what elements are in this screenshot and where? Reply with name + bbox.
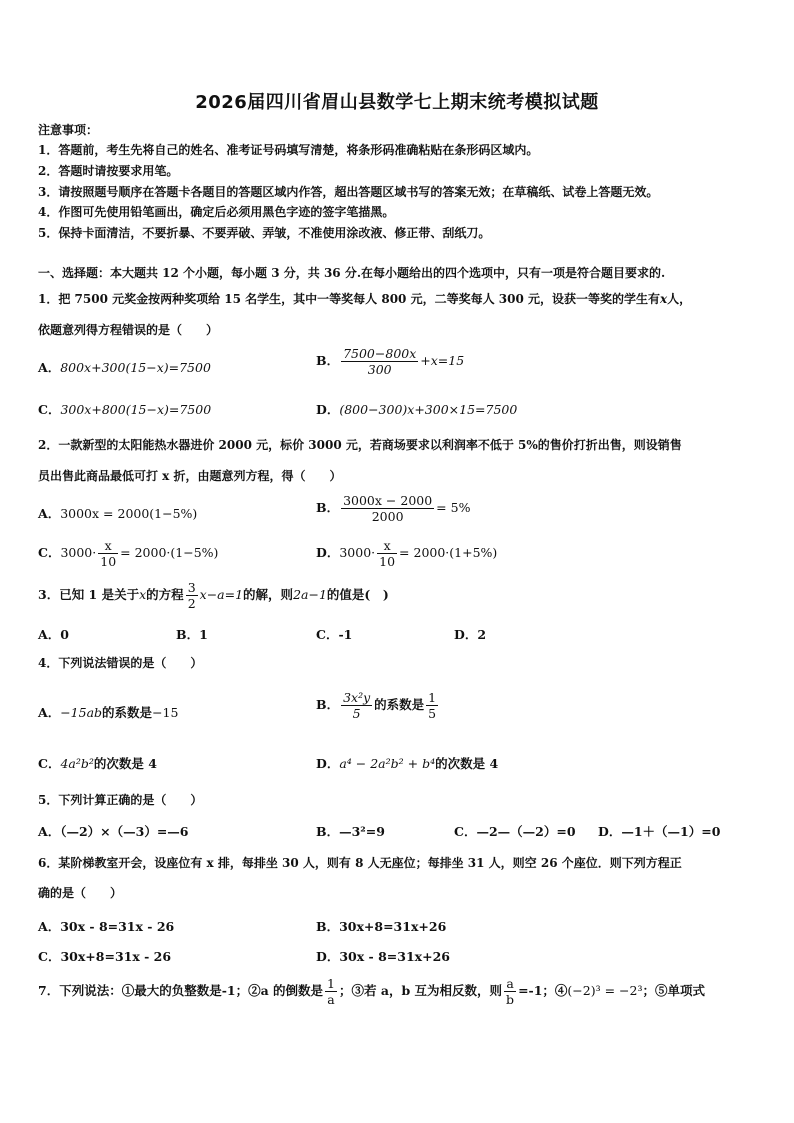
option-text: 的系数是 xyxy=(102,705,153,720)
q5-option-b[interactable]: B．—3²=9 xyxy=(316,824,385,839)
q3-text: 的值是( ) xyxy=(326,587,389,602)
q1-stem-text: 1．把 7500 元奖金按两种奖项给 15 名学生，其中一等奖每人 800 元，二等奖每人 300 元，设获一等奖的学生有 xyxy=(38,292,660,306)
frac-den: 300 xyxy=(367,362,392,377)
q7-text: ；③若 a，b 互为相反数，则 xyxy=(339,983,503,998)
q1-var: x xyxy=(659,292,668,306)
option-label: B． xyxy=(316,353,340,368)
option-label: A． xyxy=(38,705,61,720)
option-label: A． xyxy=(38,506,61,521)
q3-option-a[interactable]: A．0 xyxy=(38,627,69,642)
q1-stem xyxy=(38,291,758,307)
option-label: A． xyxy=(38,360,61,375)
q3-stem xyxy=(38,580,389,611)
q2-stem-2: 员出售此商品最低可打 x 折，由题意列方程，得（ ） xyxy=(38,469,342,483)
fraction xyxy=(377,538,397,569)
option-text: 的次数是 4 xyxy=(93,756,157,771)
q6-stem-2: 确的是（ ） xyxy=(38,886,123,900)
q3-option-c[interactable]: C．-1 xyxy=(316,627,353,642)
q4-option-a[interactable] xyxy=(38,703,178,721)
q5-option-c[interactable]: C．—2—（—2）=0 xyxy=(454,824,576,839)
q1-option-b[interactable] xyxy=(316,346,464,377)
page-title: 2026届四川省眉山县数学七上期末统考模拟试题 xyxy=(195,92,599,113)
fraction xyxy=(98,538,118,569)
frac-num: 1 xyxy=(428,690,437,705)
q2-option-b[interactable] xyxy=(316,493,470,524)
option-expr: a⁴ − 2a²b² + b⁴ xyxy=(339,756,436,771)
q3-text: 的方程 xyxy=(146,587,184,602)
q7-expr: (−2)³ = −2³ xyxy=(567,983,643,998)
q1-option-d[interactable] xyxy=(316,400,517,418)
q5-option-d[interactable]: D．—1＋（—1）=0 xyxy=(598,824,721,839)
q7-text: =-1；④ xyxy=(518,983,568,998)
option-expr: 3000x = 2000(1−5%) xyxy=(60,506,198,521)
q4-option-d[interactable] xyxy=(316,754,498,772)
q6-option-c[interactable]: C．30x+8=31x - 26 xyxy=(38,949,172,964)
fraction xyxy=(186,580,198,611)
option-expr: −15 xyxy=(152,705,179,720)
fraction xyxy=(426,690,438,721)
q3-option-d[interactable]: D．2 xyxy=(454,627,487,642)
q1-stem-end: 人， xyxy=(667,292,692,306)
q6-stem: 6．某阶梯教室开会，设座位有 x 排，每排坐 30 人，则有 8 人无座位；每排坐 31 人，则空 26 个座位．则下列方程正 xyxy=(38,856,682,870)
option-expr: = 2000·(1+5%) xyxy=(399,545,498,560)
option-label: C． xyxy=(38,402,61,417)
option-expr: 800x+300(15−x)=7500 xyxy=(60,360,211,375)
option-expr: 3000· xyxy=(60,545,97,560)
option-expr: 300x+800(15−x)=7500 xyxy=(60,402,212,417)
option-label: D． xyxy=(316,545,340,560)
frac-den: 5 xyxy=(352,706,361,721)
notes-heading: 注意事项： xyxy=(38,123,99,137)
q7-stem xyxy=(38,976,705,1007)
option-expr: = 5% xyxy=(436,500,471,515)
frac-num: 7500−800x xyxy=(343,346,417,361)
q3-text: 的解，则 xyxy=(243,587,294,602)
frac-num: 3 xyxy=(187,580,196,595)
q4-option-b[interactable] xyxy=(316,690,440,721)
frac-den: 10 xyxy=(100,554,117,569)
fraction xyxy=(504,976,516,1007)
q4-option-c[interactable] xyxy=(38,754,157,772)
option-label: C． xyxy=(38,756,61,771)
option-expr: = 2000·(1−5%) xyxy=(120,545,219,560)
q1-stem-2: 依题意列得方程错误的是（ ） xyxy=(38,323,219,337)
option-expr: 3000· xyxy=(339,545,376,560)
q6-option-b[interactable]: B．30x+8=31x+26 xyxy=(316,919,447,934)
frac-num: 3000x − 2000 xyxy=(343,493,433,508)
q2-stem: 2．一款新型的太阳能热水器进价 2000 元，标价 3000 元，若商场要求以利润率不低于 5%的售价打折出售，则设销售 xyxy=(38,438,682,452)
q2-option-d[interactable] xyxy=(316,538,497,569)
option-label: D． xyxy=(316,402,340,417)
option-expr: −15ab xyxy=(60,705,103,720)
q1-option-c[interactable] xyxy=(38,400,211,418)
option-label: D． xyxy=(316,756,340,771)
frac-num: x xyxy=(377,538,397,554)
frac-num: 1 xyxy=(327,976,335,991)
q7-text: 7．下列说法：①最大的负整数是-1；②a 的倒数是 xyxy=(38,983,324,998)
note-item: 3．请按照题号顺序在答题卡各题目的答题区域内作答，超出答题区域书写的答案无效；在草稿纸、试卷上答题无效。 xyxy=(38,185,659,199)
q5-stem: 5．下列计算正确的是（ ） xyxy=(38,793,203,807)
q2-option-a[interactable] xyxy=(38,504,197,522)
q3-equation: x−a=1 xyxy=(199,587,244,602)
frac-num: x xyxy=(98,538,118,554)
option-expr: +x=15 xyxy=(420,353,465,368)
option-label: B． xyxy=(316,500,340,515)
frac-den: b xyxy=(506,992,515,1007)
option-text: 的次数是 4 xyxy=(435,756,499,771)
q1-option-a[interactable] xyxy=(38,358,211,376)
frac-num: a xyxy=(504,976,516,992)
q2-option-c[interactable] xyxy=(38,538,218,569)
frac-num: 3x²y xyxy=(343,690,371,705)
fraction xyxy=(325,976,337,1007)
fraction xyxy=(341,346,418,377)
q3-expr: 2a−1 xyxy=(293,587,327,602)
option-label: C． xyxy=(38,545,61,560)
option-expr: (800−300)x+300×15=7500 xyxy=(339,402,518,417)
q3-text: 3．已知 1 是关于 xyxy=(38,587,140,602)
frac-den: a xyxy=(327,992,335,1007)
option-label: B． xyxy=(316,697,340,712)
q4-stem: 4．下列说法错误的是（ ） xyxy=(38,656,203,670)
frac-den: 2000 xyxy=(371,509,404,524)
note-item: 1．答题前，考生先将自己的姓名、准考证号码填写清楚，将条形码准确粘贴在条形码区域内。 xyxy=(38,143,539,157)
fraction xyxy=(341,690,372,721)
q6-option-a[interactable]: A．30x - 8=31x - 26 xyxy=(38,919,175,934)
section-heading: 一、选择题：本大题共 12 个小题，每小题 3 分，共 36 分.在每小题给出的四个选项中，只有一项是符合题目要求的. xyxy=(38,266,666,280)
note-item: 2．答题时请按要求用笔。 xyxy=(38,164,179,178)
q7-text: ；⑤单项式 xyxy=(642,983,705,998)
frac-den: 10 xyxy=(379,554,396,569)
note-item: 4．作图可先使用铅笔画出，确定后必须用黑色字迹的签字笔描黑。 xyxy=(38,205,395,219)
option-expr: 4a²b² xyxy=(60,756,94,771)
frac-den: 2 xyxy=(187,596,196,611)
q3-option-b[interactable]: B．1 xyxy=(176,627,208,642)
q3-var: x xyxy=(139,587,147,602)
frac-den: 5 xyxy=(428,706,437,721)
fraction xyxy=(341,493,434,524)
option-text: 的系数是 xyxy=(374,697,425,712)
note-item: 5．保持卡面清洁，不要折暴、不要弄破、弄皱，不准使用涂改液、修正带、刮纸刀。 xyxy=(38,226,491,240)
q6-option-d[interactable]: D．30x - 8=31x+26 xyxy=(316,949,450,964)
q5-option-a[interactable]: A．（—2）×（—3）=—6 xyxy=(38,824,189,839)
